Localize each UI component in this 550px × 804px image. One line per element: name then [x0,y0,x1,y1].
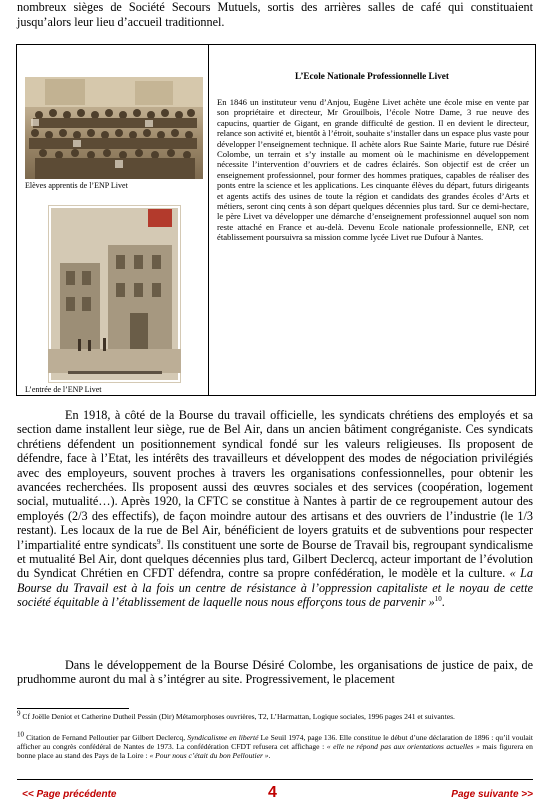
footnote-10-text-a: Citation de Fernand Pelloutier par Gilbert Declercq, [24,733,188,742]
footnote-10 [17,730,534,761]
entrance-photo [48,205,181,383]
footnote-ref-10[interactable]: 10 [434,595,442,604]
second-paragraph: Dans le développement de la Bourse Désiré Colombe, les organisations de justice de paix, de prudhomme auront du mal à s’intégrer au site. Progressivement, le placement [17,658,533,687]
apprentices-photo [25,77,203,179]
box-title: L’Ecole Nationale Professionnelle Livet [295,71,449,81]
footnote-ref-9[interactable]: 9 [157,537,161,546]
footnote-number-10: 10 [17,730,24,739]
photo-column [17,45,209,395]
photo-caption-apprentices: Elèves apprentis de l’ENP Livet [25,181,128,190]
footnote-9-text: Cf Joëlle Deniot et Catherine Dutheil Pessin (Dir) Métamorphoses ouvrières, T2, L’Harmattan, Logique sociales, 1996 pages 241 et suivantes. [20,712,455,721]
pelloutier-quote: « La Bourse du Travail est à la fois un centre de résistance à l’oppression capitaliste et le noyau de cette société équitable à l’établissement de laquelle nous nous efforçons tous de parvenir » [17,566,533,610]
footnote-10-book-title: Syndicalisme en liberté [187,733,259,742]
intro-paragraph: nombreux sièges de Société Secours Mutuels, sortis des arrières salles de café qui constituaient jusqu’alors leur lieu d’accueil traditionnel. [17,0,533,29]
footnote-10-end: . [268,751,271,761]
footnote-number-9: 9 [17,709,21,718]
footnote-9 [17,709,533,721]
page-number: 4 [268,784,277,801]
footnote-separator [17,708,129,709]
main-paragraph [17,408,533,610]
next-page-link[interactable]: Page suivante >> [451,789,533,800]
footnote-10-quote2: « Pour nous c’était du bon Pelloutier » [149,751,269,761]
sidebar-box [16,44,536,396]
main-text-part2: . Ils constituent une sorte de Bourse de Travail bis, regroupant syndicalisme et mutualité Bel Air, dont quelques décennies plus tard, Gilbert Declercq, acteur important de l’évolution du Syndicat Chrétien en CFDT défendra, contre sa propre confédération, le modèle et la culture. [17,537,533,581]
footnote-10-quote: « elle ne répond pas aux orientations actuelles » [326,742,480,752]
box-text: En 1846 un instituteur venu d’Anjou, Eugène Livet achète une école mise en vente par son propriétaire et directeur, Mr Grouilbois, l’école Notre Dame, 3 rue neuve des capucins, quartier de Gigant, en grande difficulté de gestion. Il en devient le directeur, relance son activité et, bientôt à l’étroit, souhaite s’installer dans un espace plus vaste pour développer l’enseignement technique. Il achète alors Rue Sainte Marie, future rue Désiré Colombe, un terrain et s’y installe au moment où le machinisme en développement nécessite l’intervention d’ouvriers et de cadres éclairés. Son objectif est de créer un enseignement professionnel, pour former des hommes pratiques, capables de réaliser des ponts entre la science et les applications. Les cinquante élèves du départ, futurs dirigeants et agents actifs des usines de toute la région et candidats des grandes écoles d’Arts et métiers, seront cinq cents à son départ quelques décennies plus tard. Sur ce demi-hectare, le père Livet va développer une démarche d’enseignement professionnel auquel son nom reste attaché en France et au-delà. Devenu Ecole nationale professionnelle, ENP, cet établissement poursuivra sa mission comme lycée Livet rue Dufour à Nantes. [217,97,529,243]
previous-page-link[interactable]: << Page précédente [22,789,117,800]
main-text-part1: En 1918, à côté de la Bourse du travail officielle, les syndicats chrétiens des employés et sa section dame installent leur siège, rue de Bel Air, dans un ancien bâtiment congréganiste. Ces syndicats chrétiens défendent un positionnement syndical fondé sur les valeurs religieuses. Ils proposent de défendre, face à l’Etat, les intérêts des travailleurs et développent des modes de négociation privilégiés avec des employeurs, souvent proches à travers les organisations confessionnelles, pour obtenir les avancées recherchées. Ils proposent aussi des œuvres sociales et des services (coopération, logement social, mutualité…). Après 1920, la CFTC se constitue à Nantes à partir de ce regroupement autour des employés (2/3 des effectifs), de façon moindre autour des artisans et des ouvriers de l’industrie (le 1/3 restant). Les locaux de la rue de Bel Air, bénéficient de loyers gratuits et de subventions pour respecter l’impartialité entre syndicats [17,408,533,552]
photo-caption-entrance: L’entrée de l’ENP Livet [25,385,102,394]
footnote-10-text-b: Le Seuil 1974, page 136. Elle constitue le début d’une déclaration de 1896 : qu’il voulait afficher au congrès confédéral de Nantes de 1973. La confédération CFDT refusera cet affichage : [17,733,534,752]
footer-divider [17,779,533,780]
text-column [209,45,535,395]
main-text-end: . [441,595,445,610]
footnote-10-text-c: mais figurera en bonne place au stand des Pays de la Loire : [17,742,533,761]
